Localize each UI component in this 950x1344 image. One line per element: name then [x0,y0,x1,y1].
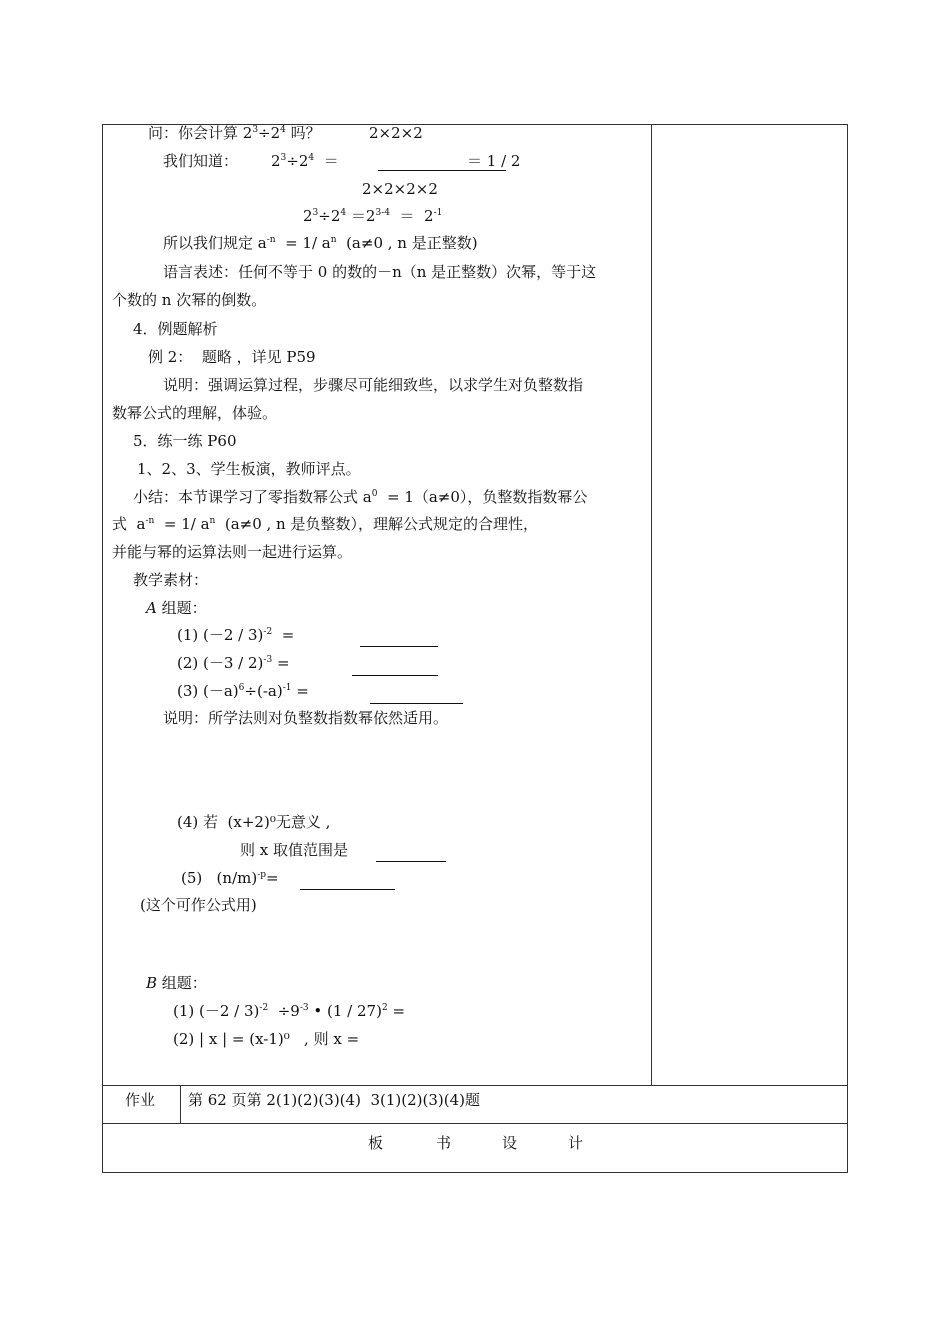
board-title-char-1: 板 [368,1134,384,1152]
practice-heading: 5．练一练 P60 [133,432,237,450]
product-three: 2×2×2 [369,124,423,142]
board-title-char-3: 设 [502,1134,518,1152]
summary-line-2: 式 $a^{-n} = 1/$ $a^n$ (a≠0 , n 是负整数），理解公式规定的合理性， [112,515,538,533]
summary-line-1: 小结：本节课学习了零指数幂公式 $a^0 = 1(a\ne 0)$，负整数指数幂公 [133,488,588,506]
answer-blank-a1 [360,646,438,647]
homework-content: 第 62 页第 2(1)(2)(3)(4) 3(1)(2)(3)(4)题 [188,1091,480,1109]
answer-blank-a4 [376,861,446,862]
materials-heading: 教学素材： [133,571,209,589]
rule-line: 所以我们规定 $a^{-n} = 1/$ $a^n$ (a≠0 , n 是正整数) [163,234,478,252]
summary-line-3: 并能与幂的运算法则一起进行运算。 [112,543,353,561]
group-b-heading: B 组题： [146,974,207,992]
we-know-label: 我们知道： [163,152,239,170]
language-statement-2: 个数的 n 次幂的倒数。 [112,291,267,309]
we-know-expression: $2^3\div 2^4$ ＝ [271,152,339,170]
homework-label-divider [180,1085,181,1124]
answer-blank-a3 [370,703,463,704]
example-2: 例 2： 题略 ，详见 P59 [148,348,316,366]
group-b-item-2: (2) | x | = (x-1)⁰ , 则 x = [173,1030,360,1048]
result-line: $2^3\div 2^4 =2^{3-4} = 2^{-1}$ [303,207,443,225]
note-3: 说明：所学法则对负整数指数幂依然适用。 [163,709,449,727]
column-divider-right [651,124,652,1086]
group-a-item-2: (2) $(-3 / 2)^{-3}$ = [177,654,290,672]
group-a-item-5: (5) $(n/m)^{-p}=$ [181,869,279,887]
example-heading: 4．例题解析 [133,320,218,338]
group-a-item-4: (4) 若 (x+2)⁰无意义 , [177,813,331,831]
row-divider-board-top [102,1123,848,1124]
note-2: 数幂公式的理解，体验。 [112,404,278,422]
answer-blank-a2 [352,675,438,676]
formula-note: (这个可作公式用) [140,896,257,914]
product-four: 2×2×2×2 [362,180,438,198]
note-1: 说明：强调运算过程，步骤尽可能细致些，以求学生对负整数指 [163,376,584,394]
row-divider-homework-top [102,1085,848,1086]
fraction-line [378,170,506,171]
equals-half: ＝ 1 / 2 [467,152,521,170]
group-a-item-1: (1) $(-2 / 3)^{-2}$ = [177,626,295,644]
language-statement-1: 语言表述：任何不等于 0 的数的－n（n 是正整数）次幂，等于这 [163,263,597,281]
homework-label: 作业 [125,1091,156,1109]
board-title-char-2: 书 [436,1134,452,1152]
group-a-item-4-range: 则 x 取值范围是 [240,841,348,859]
question-line: 问：你会计算 $2^3\div 2^4$ 吗？ [148,124,321,142]
practice-items: 1、2、3、学生板演，教师评点。 [137,460,361,478]
answer-blank-a5 [300,889,395,890]
group-a-heading: A 组题： [146,599,207,617]
group-b-item-1: (1) $(-2 / 3)^{-2} \div 9^{-3}$ • (1 / 27)$^2$ = [173,1002,406,1020]
board-title-char-4: 计 [568,1134,584,1152]
group-a-item-3: (3) $(-a)^6\div(-a)^{-1}$ = [177,682,309,700]
